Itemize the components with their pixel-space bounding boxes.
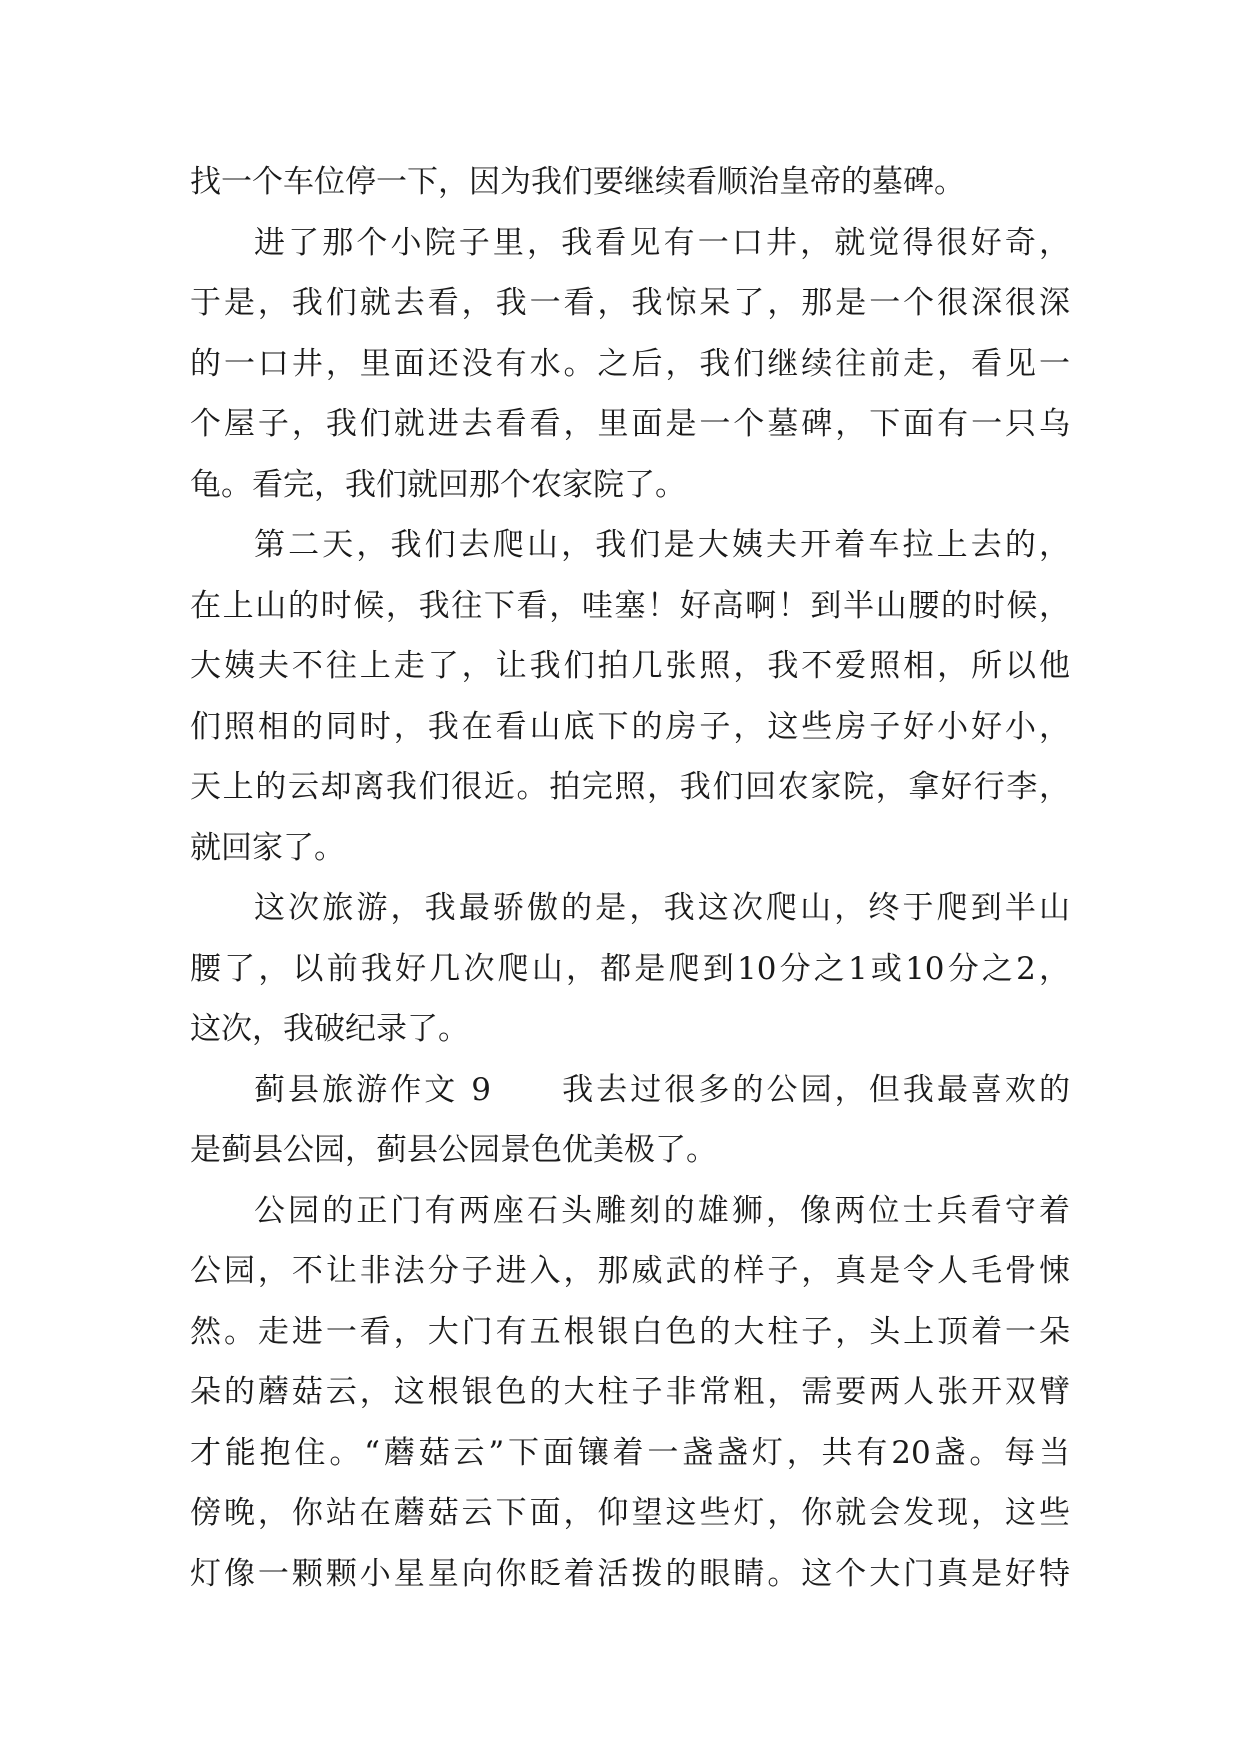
text-line: 个屋子，我们就进去看看，里面是一个墓碑，下面有一只乌 xyxy=(190,406,1070,442)
text-line: 龟。看完，我们就回那个农家院了。 xyxy=(190,466,686,503)
text-line: 就回家了。 xyxy=(190,829,345,866)
text-line: 腰了，以前我好几次爬山，都是爬到10分之1或10分之2， xyxy=(190,950,1070,987)
text-line: 大姨夫不往上走了，让我们拍几张照，我不爱照相，所以他 xyxy=(190,648,1070,684)
text-line: 在上山的时候，我往下看，哇塞！好高啊！到半山腰的时候， xyxy=(190,587,1070,624)
body-text xyxy=(190,152,1070,1604)
text-line: 灯像一颗颗小星星向你眨着活拨的眼睛。这个大门真是好特 xyxy=(190,1555,1070,1592)
text-line: 蓟县旅游作文 9 我去过很多的公园，但我最喜欢的 xyxy=(254,1071,1070,1108)
text-line: 进了那个小院子里，我看见有一口井，就觉得很好奇， xyxy=(254,224,1070,261)
text-line: 公园的正门有两座石头雕刻的雄狮，像两位士兵看守着 xyxy=(254,1192,1070,1229)
text-line: 天上的云却离我们很近。拍完照，我们回农家院，拿好行李， xyxy=(190,769,1070,805)
text-line: 傍晚，你站在蘑菇云下面，仰望这些灯，你就会发现，这些 xyxy=(190,1495,1070,1531)
text-line: 是蓟县公园，蓟县公园景色优美极了。 xyxy=(190,1132,717,1168)
text-line: 找一个车位停一下，因为我们要继续看顺治皇帝的墓碑。 xyxy=(190,164,965,200)
text-line: 们照相的同时，我在看山底下的房子，这些房子好小好小， xyxy=(190,708,1070,745)
text-line: 才能抱住。“蘑菇云”下面镶着一盏盏灯，共有20盏。每当 xyxy=(190,1434,1070,1471)
text-line: 这次旅游，我最骄傲的是，我这次爬山，终于爬到半山 xyxy=(254,890,1070,926)
text-line: 于是，我们就去看，我一看，我惊呆了，那是一个很深很深 xyxy=(190,285,1070,321)
text-line: 的一口井，里面还没有水。之后，我们继续往前走，看见一 xyxy=(190,345,1070,382)
text-line: 然。走进一看，大门有五根银白色的大柱子，头上顶着一朵 xyxy=(190,1313,1070,1350)
text-line: 公园，不让非法分子进入，那威武的样子，真是令人毛骨悚 xyxy=(190,1253,1070,1289)
text-line: 这次，我破纪录了。 xyxy=(190,1011,469,1047)
text-line: 第二天，我们去爬山，我们是大姨夫开着车拉上去的， xyxy=(254,527,1070,563)
text-line: 朵的蘑菇云，这根银色的大柱子非常粗，需要两人张开双臂 xyxy=(190,1374,1070,1410)
